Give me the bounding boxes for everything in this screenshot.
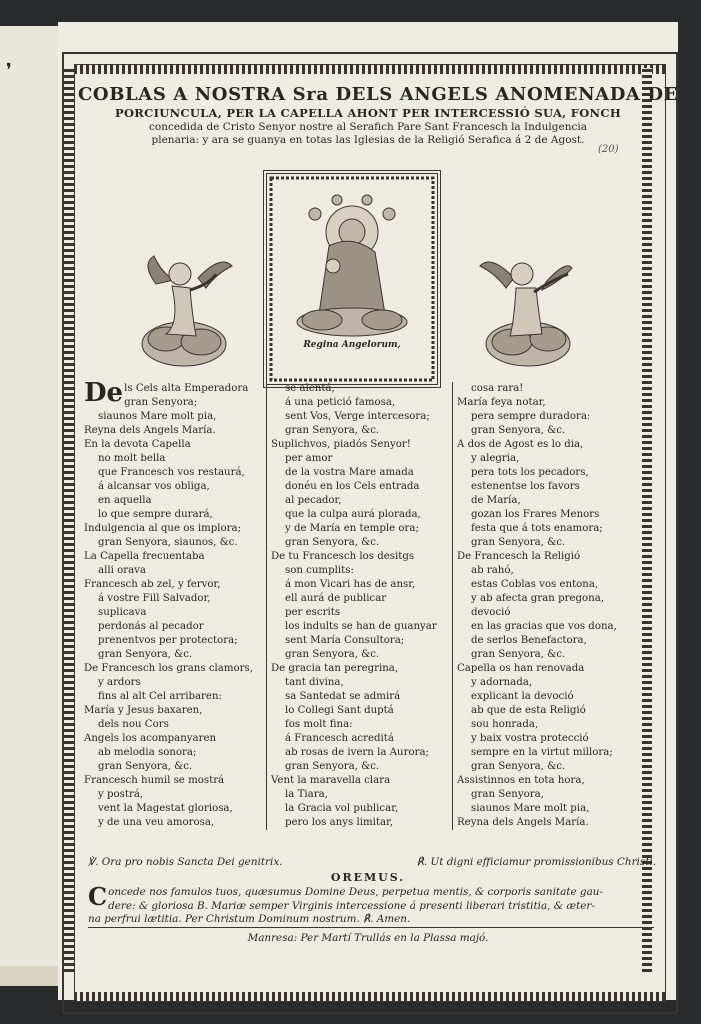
verse-line: alli orava <box>98 565 146 576</box>
verse-line: Suplichvos, piadós Senyor! <box>271 439 411 450</box>
printer-imprint: Manresa: Per Martí Trullás en la Plassa majó. <box>247 932 489 944</box>
verse-line: gran Senyora, &c. <box>471 761 566 772</box>
verse-line: pera tots los pecadors, <box>471 467 589 478</box>
verse-line: perdonás al pecador <box>98 621 204 632</box>
title-line-2: PORCIUNCULA, PER LA CAPELLA AHONT PER INTERCESSIÓ SUA, FONCH <box>115 106 621 120</box>
verse-line: y ab afecta gran pregona, <box>471 593 605 604</box>
verse-line: sent Vos, Verge intercesora; <box>285 411 430 422</box>
verse-line: á Francesch acreditá <box>285 733 394 744</box>
verse-line: Vent la maravella clara <box>271 775 391 786</box>
verse-line: donéu en los Cels entrada <box>285 481 420 492</box>
verse-line: pero los anys limitar, <box>285 817 394 828</box>
verse-line: prenentvos per protectora; <box>98 635 238 646</box>
verse-line: de María, <box>471 495 521 506</box>
verse-line: explicant la devoció <box>471 691 574 702</box>
icon-caption: Regina Angelorum, <box>303 340 401 350</box>
verse-line: fins al alt Cel arribaren: <box>98 691 222 702</box>
right-angel-illustration <box>476 244 576 374</box>
facing-page-mark: ❜ <box>6 60 12 81</box>
verse-line: Indulgencia al que os implora; <box>84 523 242 534</box>
versicle: ℣. Ora pro nobis Sancta Dei genitrix. <box>88 856 283 868</box>
verse-line: los indults se han de guanyar <box>285 621 437 632</box>
title-line-3: concedida de Cristo Senyor nostre al Serafich Pare Sant Francesch la Indulgencia <box>149 121 587 133</box>
verse-line: vent la Magestat gloriosa, <box>98 803 233 814</box>
verse-line: de la vostra Mare amada <box>285 467 414 478</box>
verse-line: Francesch ab zel, y fervor, <box>84 579 221 590</box>
verse-line: tant divina, <box>285 677 344 688</box>
verse-line: sempre en la virtut millora; <box>471 747 613 758</box>
verse-line: en las gracias que vos dona, <box>471 621 617 632</box>
border-left-ornament <box>64 68 74 972</box>
verse-line: gran Senyora, &c. <box>98 761 193 772</box>
verse-line: ab rahó, <box>471 565 514 576</box>
verse-line: y ardors <box>98 677 141 688</box>
verse-line: fos molt fina: <box>285 719 353 730</box>
left-angel-illustration <box>136 244 236 374</box>
document-page <box>58 22 678 1000</box>
verse-line: lo que sempre durará, <box>98 509 213 520</box>
page-number: (20) <box>598 144 619 155</box>
verse-line: lo Collegi Sant duptá <box>285 705 394 716</box>
verse-line: sa Santedat se admirá <box>285 691 401 702</box>
verse-line: per amor <box>285 453 333 464</box>
verse-line: pera sempre duradora: <box>471 411 591 422</box>
verse-line: De Francesch la Religió <box>457 551 581 562</box>
title-line-1: COBLAS A NOSTRA Sra DELS ANGELS ANOMENADA DE <box>78 84 678 105</box>
virgin-icon-frame <box>263 170 441 388</box>
facing-page-edge <box>0 26 60 986</box>
verse-line: festa que á tots enamora; <box>471 523 603 534</box>
verse-line: sou honrada, <box>471 719 539 730</box>
title-line-4: plenaria: y ara se guanya en totas las Iglesias de la Religió Serafica á 2 de Agost. <box>151 134 585 146</box>
verse-line: De Francesch los grans clamors, <box>84 663 253 674</box>
verse-line: á alcansar vos obliga, <box>98 481 210 492</box>
verse-line: estenentse los favors <box>471 481 580 492</box>
verse-line: que Francesch vos restaurá, <box>98 467 245 478</box>
verse-line: suplicava <box>98 607 147 618</box>
verse-line: al pecador, <box>285 495 342 506</box>
verse-line: y postrá, <box>98 789 144 800</box>
binding-spine <box>0 966 58 986</box>
verse-line: La Capella frecuentaba <box>84 551 205 562</box>
prayer-line-3: na perfrui lætitia. Per Christum Dominum nostrum. ℟. Amen. <box>88 913 411 925</box>
verse-line: dels nou Cors <box>98 719 169 730</box>
verse-line: gran Senyora, &c. <box>285 425 380 436</box>
verse-line: de serlos Benefactora, <box>471 635 587 646</box>
response: ℟. Ut digni efficiamur promissionibus Christi. <box>416 856 656 868</box>
verse-line: no molt bella <box>98 453 166 464</box>
verse-column-1 <box>84 378 264 830</box>
verse-line: Reyna dels Angels María. <box>84 425 216 436</box>
prayer-line-2: dere: & gloriosa B. Mariæ semper Virginis intercessione á presenti liberari tristitia, & æter- <box>108 899 595 912</box>
verse-line: cosa rara! <box>471 383 524 394</box>
verse-line: ab melodia sonora; <box>98 747 197 758</box>
verse-column-3 <box>452 382 637 830</box>
versicle-line <box>88 856 656 868</box>
verse-line: per escrits <box>285 607 341 618</box>
verse-line: se alentá, <box>285 383 335 394</box>
verse-line: estas Coblas vos entona, <box>471 579 599 590</box>
verse-line: gran Senyora, &c. <box>471 537 566 548</box>
verse-line: á mon Vicari has de ansr, <box>285 579 416 590</box>
verse-line: la Tiara, <box>285 789 328 800</box>
verse-line: y baix vostra protecció <box>471 733 589 744</box>
verse-line: Francesch humil se mostrá <box>84 775 225 786</box>
verse-line: De gracia tan peregrina, <box>271 663 399 674</box>
verse-line: gran Senyora, &c. <box>285 649 380 660</box>
verse-line: ls Cels alta Emperadora <box>124 383 249 394</box>
verse-line: y alegria, <box>471 453 520 464</box>
verse-line: son cumplits: <box>285 565 354 576</box>
verse-line: ab rosas de ivern la Aurora; <box>285 747 429 758</box>
closing-prayer <box>88 882 648 927</box>
verse-line: gran Senyora, siaunos, &c. <box>98 537 238 548</box>
verse-line: sent María Consultora; <box>285 635 405 646</box>
divider-rule <box>88 927 654 928</box>
verse-line: á una petició famosa, <box>285 397 396 408</box>
verse-line: y de una veu amorosa, <box>98 817 215 828</box>
verse-line: siaunos Mare molt pia, <box>98 411 217 422</box>
verse-line: A dos de Agost es lo dia, <box>457 439 584 450</box>
verse-line: En la devota Capella <box>84 439 191 450</box>
verse-line: gran Senyora, &c. <box>471 649 566 660</box>
verse-line: María y Jesus baxaren, <box>84 705 203 716</box>
verse-line: Reyna dels Angels María. <box>457 817 589 828</box>
verse-line: y adornada, <box>471 677 533 688</box>
verse-line: De tu Francesch los desitgs <box>271 551 415 562</box>
prayer-line-1: oncede nos famulos tuos, quæsumus Domine Deus, perpetua mentis, & corporis sanitate gau- <box>108 886 603 898</box>
verse-columns <box>84 378 644 846</box>
verse-line: Angels los acompanyaren <box>84 733 217 744</box>
verse-line: ell aurá de publicar <box>285 593 387 604</box>
verse-line: María feya notar, <box>457 397 546 408</box>
prayer-dropcap: C <box>88 882 108 911</box>
verse-line: gran Senyora; <box>124 397 198 408</box>
verse-line: ab que de esta Religió <box>471 705 586 716</box>
verse-line: gran Senyora, &c. <box>285 761 380 772</box>
verse-dropcap: De <box>84 378 124 408</box>
verse-line: que la culpa aurá plorada, <box>285 509 421 520</box>
verse-line: la Gracia vol publicar, <box>285 803 399 814</box>
verse-line: Capella os han renovada <box>457 663 585 674</box>
verse-line: gran Senyora, &c. <box>285 537 380 548</box>
verse-line: gozan los Frares Menors <box>471 509 600 520</box>
document-title <box>78 84 678 146</box>
verse-line: en aquella <box>98 495 152 506</box>
verse-line: devoció <box>471 607 511 618</box>
verse-line: á vostre Fill Salvador, <box>98 593 211 604</box>
verse-line: siaunos Mare molt pia, <box>471 803 590 814</box>
verse-column-2 <box>266 382 451 830</box>
verse-line: Assistinnos en tota hora, <box>457 775 585 786</box>
verse-line: y de María en temple ora; <box>285 523 419 534</box>
verse-line: gran Senyora, <box>471 789 544 800</box>
verse-line: gran Senyora, &c. <box>98 649 193 660</box>
oremus-heading: OREMUS. <box>330 871 406 884</box>
verse-line: gran Senyora, &c. <box>471 425 566 436</box>
